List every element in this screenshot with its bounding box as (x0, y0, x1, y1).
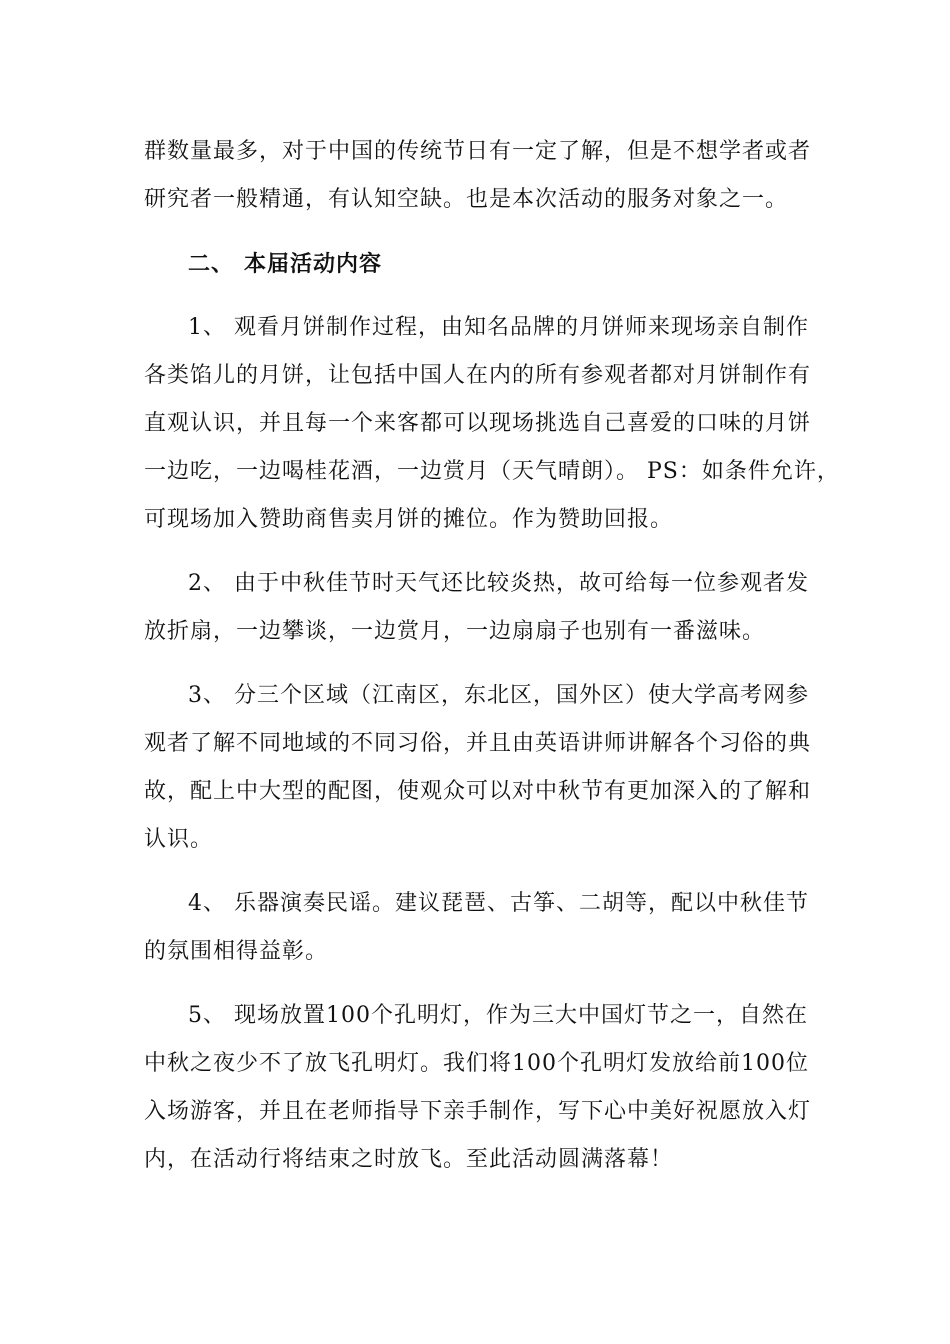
list-item-5-number: 5、 (188, 1003, 226, 1028)
list-item-2-text: 由于中秋佳节时天气还比较炎热，故可给每一位参观者发 (234, 571, 810, 596)
list-item-3-line-2: 观者了解不同地域的不同习俗，并且由英语讲师讲解各个习俗的典 (144, 731, 812, 756)
list-item-5-line-3: 入场游客，并且在老师指导下亲手制作，写下心中美好祝愿放入灯 (144, 1099, 812, 1124)
list-item-1-number: 1、 (188, 315, 226, 340)
list-item-3-line-1 (188, 682, 809, 710)
list-item-4-number: 4、 (188, 891, 226, 916)
list-item-5-text: 现场放置100个孔明灯，作为三大中国灯节之一，自然在 (234, 1003, 808, 1028)
list-item-1-line-3: 直观认识，并且每一个来客都可以现场挑选自己喜爱的口味的月饼 (144, 411, 812, 436)
list-item-2-line-1 (188, 570, 809, 598)
list-item-1-line-4: 一边吃，一边喝桂花酒，一边赏月（天气晴朗）。 PS：如条件允许， (144, 459, 840, 484)
list-item-3-line-3: 故，配上中大型的配图，使观众可以对中秋节有更加深入的了解和 (144, 779, 812, 804)
list-item-3-line-4: 认识。 (144, 827, 214, 852)
list-item-1-line-2: 各类馅儿的月饼，让包括中国人在内的所有参观者都对月饼制作有 (144, 363, 812, 388)
list-item-3-text: 分三个区域（江南区，东北区，国外区）使大学高考网参 (234, 683, 810, 708)
intro-line-1: 群数量最多，对于中国的传统节日有一定了解，但是不想学者或者 (144, 139, 812, 164)
list-item-2-line-2: 放折扇，一边攀谈，一边赏月，一边扇扇子也别有一番滋味。 (144, 619, 766, 644)
list-item-1-text: 观看月饼制作过程，由知名品牌的月饼师来现场亲自制作 (234, 315, 810, 340)
section-number: 二、 (188, 251, 235, 277)
section-title: 本届活动内容 (244, 251, 383, 277)
list-item-1-line-1 (188, 314, 809, 342)
list-item-4-text: 乐器演奏民谣。建议琵琶、古筝、二胡等，配以中秋佳节 (234, 891, 810, 916)
list-item-5-line-4: 内，在活动行将结束之时放飞。至此活动圆满落幕！ (144, 1147, 674, 1172)
list-item-1-line-5: 可现场加入赞助商售卖月饼的摊位。作为赞助回报。 (144, 507, 674, 532)
intro-line-2: 研究者一般精通，有认知空缺。也是本次活动的服务对象之一。 (144, 187, 789, 212)
list-item-4-line-1 (188, 890, 809, 918)
list-item-5-line-1 (188, 1002, 808, 1030)
section-heading (188, 250, 382, 278)
list-item-4-line-2: 的氛围相得益彰。 (144, 939, 329, 964)
list-item-2-number: 2、 (188, 571, 226, 596)
list-item-5-line-2: 中秋之夜少不了放飞孔明灯。我们将100个孔明灯发放给前100位 (144, 1051, 809, 1076)
list-item-3-number: 3、 (188, 683, 226, 708)
